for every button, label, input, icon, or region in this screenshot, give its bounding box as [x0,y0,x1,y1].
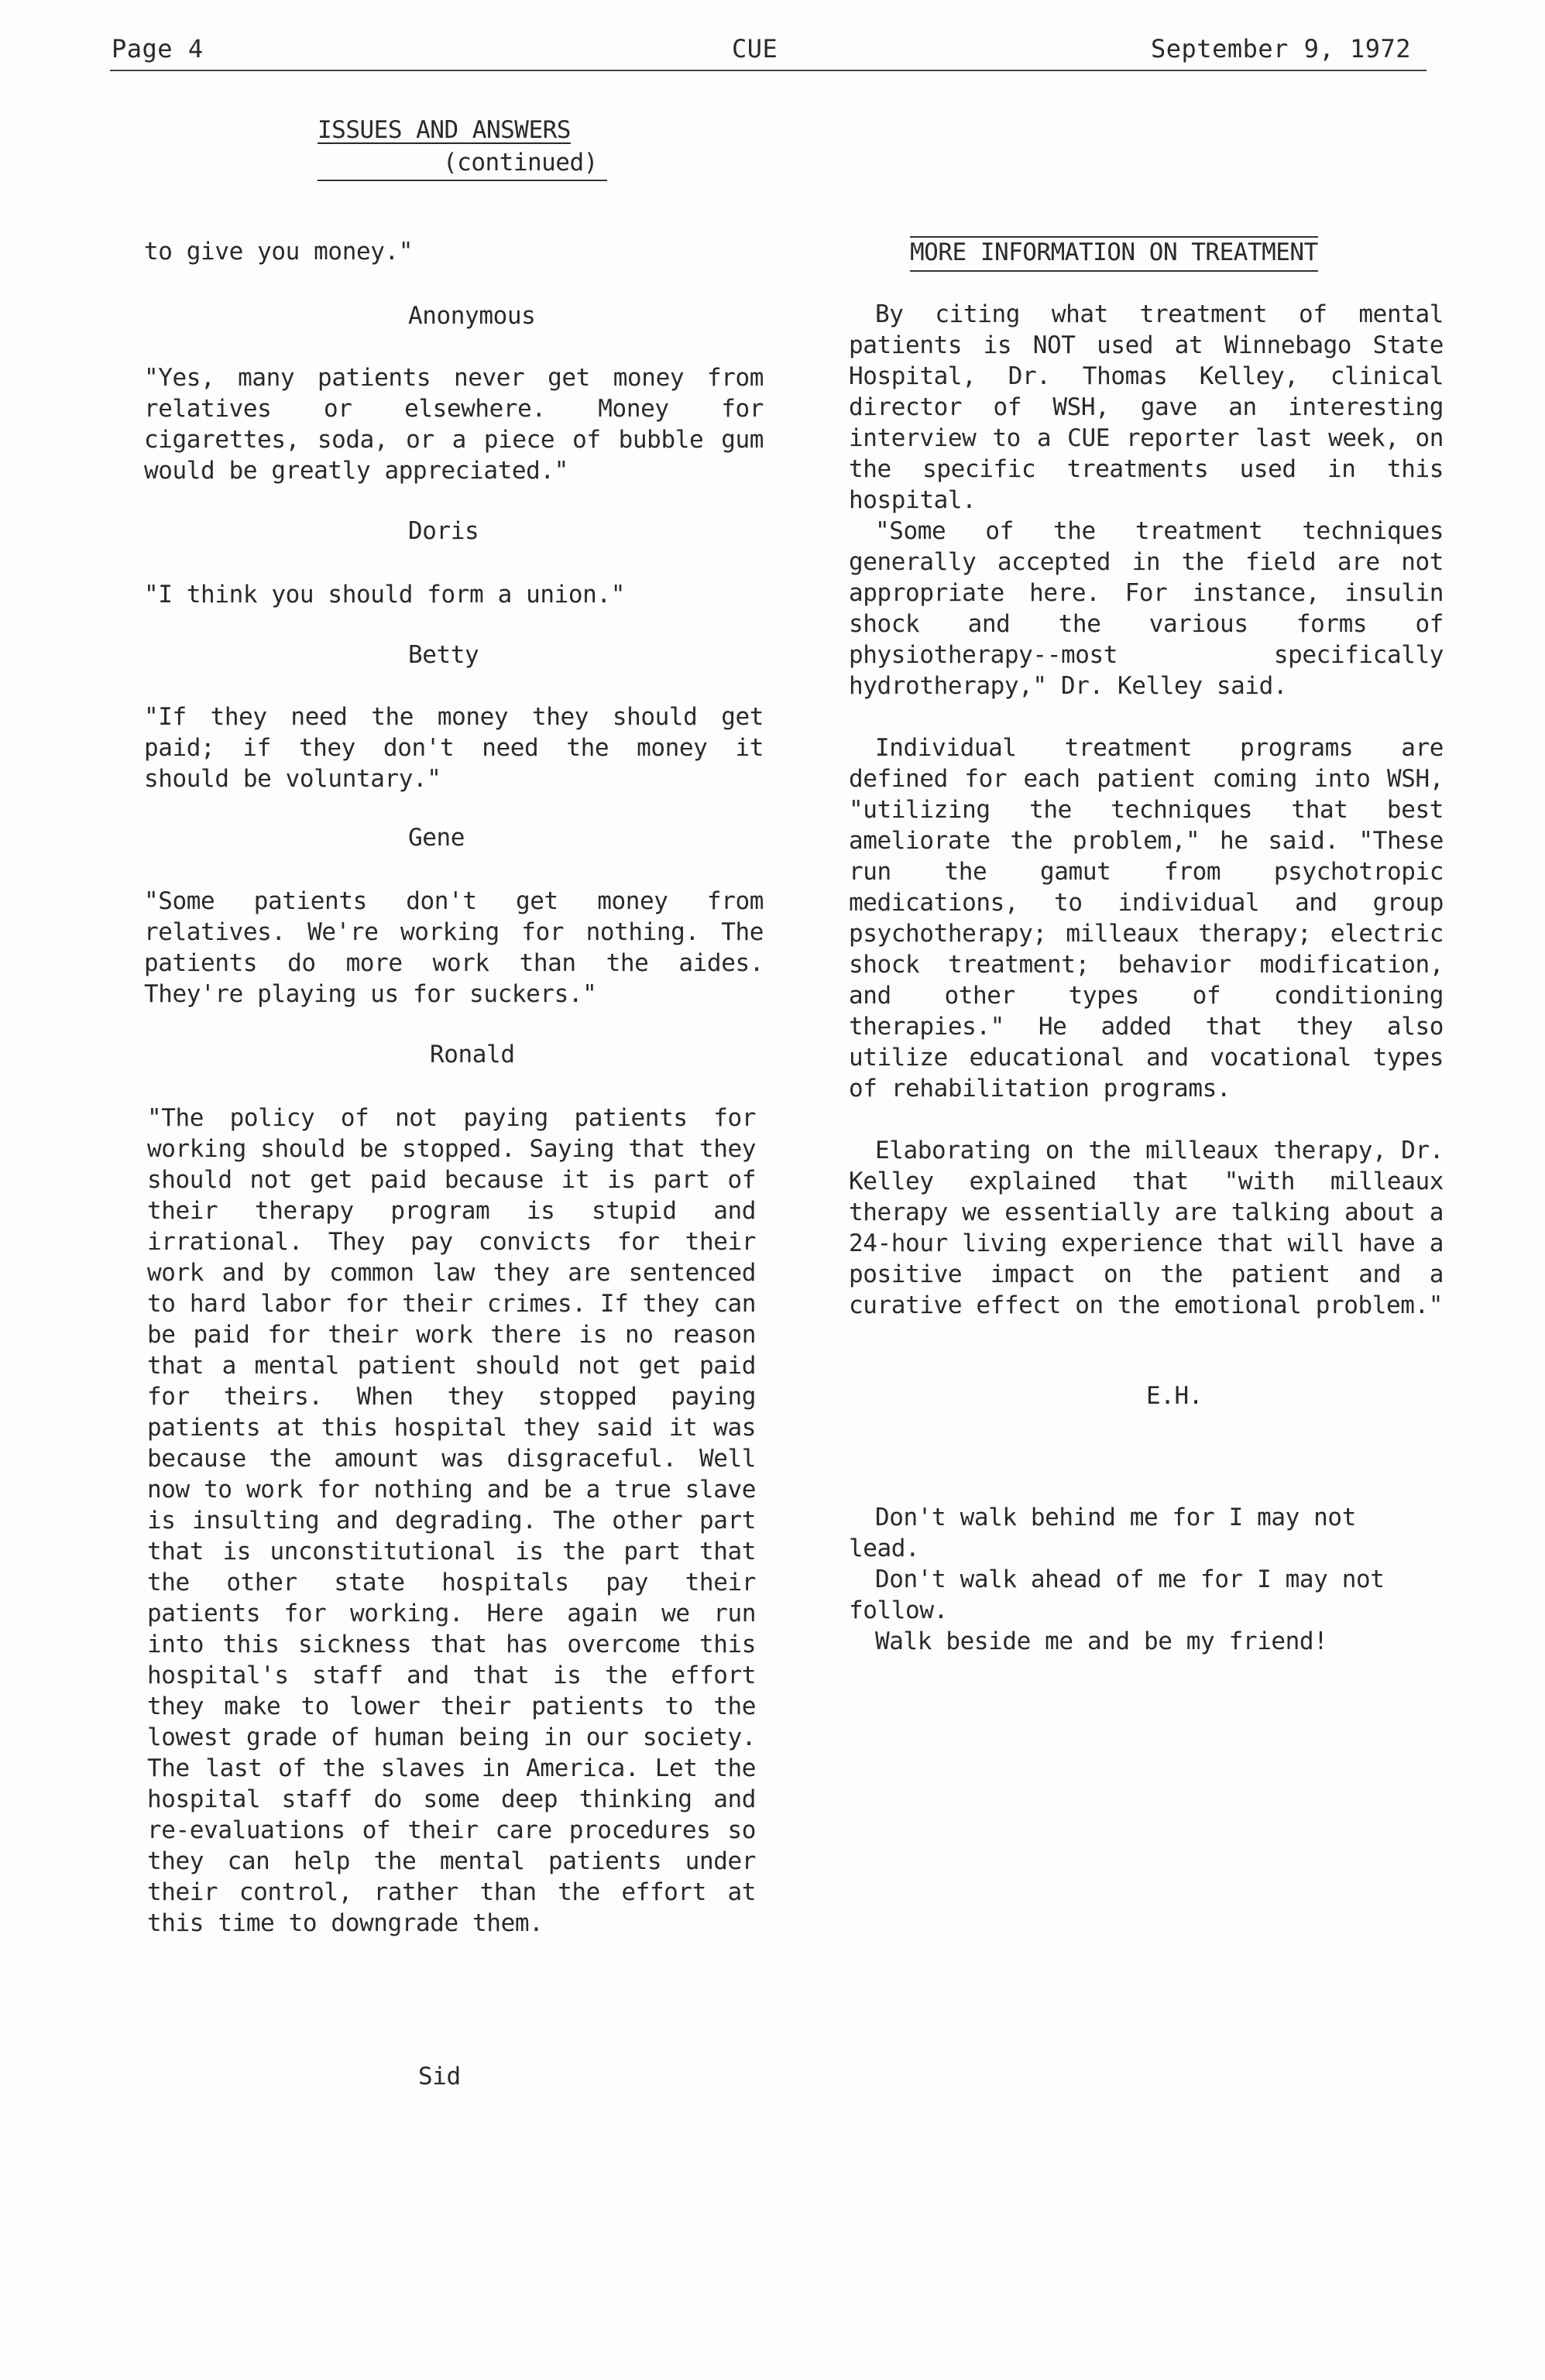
article-paragraph: By citing what treatment of mental patients is NOT used at Winnebago State Hospital, Dr. Thomas Kelley, clinical director of WSH, gave an interesting interview to a CUE reporter last week, on the specific treatments used in this hospital. [849,300,1444,514]
quote-yes [144,362,764,486]
signature-betty: Betty [408,641,479,669]
signature-eh: E.H. [1146,1382,1203,1410]
issue-date: September 9, 1972 [1151,34,1412,63]
signature-anonymous: Anonymous [408,302,536,330]
poem-line: Don't walk ahead of me for I may not follow. [849,1566,1385,1624]
quote-some [144,886,764,1010]
quote-need [144,701,764,794]
section-title-treatment: MORE INFORMATION ON TREATMENT [910,236,1318,272]
article-paragraph: "Some of the treatment techniques generally accepted in the field are not appropriate here. For instance, insulin shock and the various forms of physiotherapy--most specifically hydrotherapy," Dr. Kelley said. [849,517,1444,700]
article-paragraph: Individual treatment programs are defined for each patient coming into WSH, "utilizing the techniques that best ameliorate the problem," he said. "These run the gamut from psychotropic medications, to individual and group psychotherapy; milleaux therapy; electric shock treatment; behavior modification, and other types of conditioning therapies." He added that they also utilize educational and vocational types of rehabilitation programs. [849,734,1444,1103]
poem [849,1502,1406,1657]
quote-policy [147,1103,756,1939]
quote-text: "Yes, many patients never get money from relatives or elsewhere. Money for cigarettes, soda, or a piece of bubble gum would be greatly appreciated." [144,364,764,485]
signature-ronald: Ronald [430,1041,515,1068]
section-title-continued: (continued) [443,149,598,177]
signature-gene: Gene [408,824,465,852]
lead-line: to give you money." [144,238,414,266]
section-title-issues: ISSUES AND ANSWERS [318,116,571,144]
header-rule [110,70,1427,71]
quote-text: "If they need the money they should get paid; if they don't need the money it should be voluntary." [144,703,764,793]
quote-text: "I think you should form a union." [144,581,625,609]
article-paragraph: Elaborating on the milleaux therapy, Dr. Kelley explained that "with milleaux therapy we essentially are talking about a 24-hour living experience that will have a positive impact on the patient and a curative effect on the emotional problem." [849,1137,1444,1319]
quote-text: "The policy of not paying patients for working should be stopped. Saying that they should not get paid because it is part of their therapy program is stupid and irrational. They pay convicts for their work and by common law they are sentenced to hard labor for their crimes. If they can be paid for their work there is no reason that a mental patient should not get paid for theirs. When they stopped paying patients at this hospital they said it was because the amount was disgraceful. Well now to work for nothing and be a true slave is insulting and degrading. The other part that is unconstitutional is the part that the other state hospitals pay their patients for working. Here again we run into this sickness that has overcome this hospital's staff and that is the effort they make to lower their patients to the lowest grade of human being in our society. The last of the slaves in America. Let the hospital staff do some deep thinking and re-evaluations of their care procedures so they can help the mental patients under their control, rather than the effort at this time to downgrade them. [147,1104,756,1937]
quote-union [144,579,768,610]
poem-line: Walk beside me and be my friend! [875,1627,1328,1655]
publication-name: CUE [732,34,778,63]
title-underline [318,180,607,181]
quote-text: "Some patients don't get money from relatives. We're working for nothing. The patients do more work than the aides. They're playing us for suckers." [144,887,764,1008]
poem-line: Don't walk behind me for I may not lead. [849,1504,1356,1562]
signature-doris: Doris [408,517,479,545]
page-number: Page 4 [112,34,204,63]
treatment-article [849,299,1444,1321]
signature-sid: Sid [418,2063,461,2090]
